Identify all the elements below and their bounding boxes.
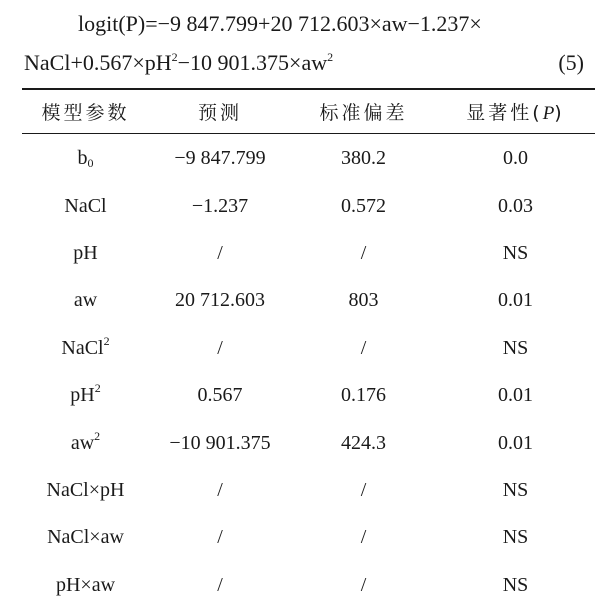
cell-sd: 380.2 — [341, 147, 386, 170]
equation-part-2a: NaCl+0.567×pH — [24, 50, 172, 75]
header-significance: 显著性(P) — [466, 102, 565, 124]
cell-sd: 424.3 — [341, 431, 386, 454]
equation-line-1 — [78, 13, 482, 35]
cell-param: pH — [73, 241, 98, 264]
table-row — [22, 419, 595, 466]
cell-sd: 0.176 — [341, 384, 386, 407]
table-row — [22, 467, 595, 514]
cell-param: $pH^2$ — [70, 381, 101, 407]
cell-significance: NS — [502, 241, 529, 264]
cell-significance: NS — [502, 526, 529, 549]
cell-predict: / — [217, 478, 223, 501]
table-row — [22, 182, 595, 229]
cell-sd: / — [360, 478, 367, 501]
equation-part-2b: −10 901.375×aw — [177, 50, 328, 75]
cell-param: pH×aw — [55, 573, 116, 596]
cell-sd: 0.572 — [341, 194, 386, 217]
equation-number: (5) — [558, 50, 584, 75]
cell-significance: NS — [502, 478, 529, 501]
cell-predict: −9 847.799 — [174, 147, 266, 170]
cell-param: $aw^2$ — [70, 428, 101, 454]
table-row — [22, 277, 595, 324]
cell-significance: NS — [502, 573, 529, 596]
cell-predict: −1.237 — [191, 194, 249, 217]
cell-param: aw — [73, 289, 98, 312]
equation-line-2 — [24, 52, 333, 74]
cell-significance: 0.01 — [498, 431, 533, 454]
cell-predict: / — [217, 526, 223, 549]
equation-logit: logit — [78, 11, 119, 36]
equation-sup-2a: 2 — [171, 50, 178, 64]
cell-sd: / — [360, 241, 367, 264]
equation-part-1: =−9 847.799+20 712.603×aw−1.237× — [145, 11, 482, 36]
cell-sd: 803 — [348, 289, 379, 312]
cell-significance: 0.01 — [498, 289, 533, 312]
cell-param: NaCl×pH — [46, 478, 125, 501]
table-row — [22, 325, 595, 372]
cell-param: NaCl$^2$ — [61, 333, 110, 359]
cell-param: NaCl×aw — [47, 526, 124, 549]
cell-significance: 0.0 — [503, 147, 528, 170]
header-param: 模型参数 — [41, 102, 130, 124]
cell-significance: 0.01 — [498, 384, 533, 407]
equation-paren: (P) — [118, 11, 146, 36]
cell-predict: −10 901.375 — [169, 431, 271, 454]
cell-predict: / — [217, 241, 223, 264]
cell-param: $b_0$ — [77, 147, 94, 171]
cell-predict: 0.567 — [197, 384, 243, 407]
table-header-row — [22, 90, 595, 133]
cell-param: NaCl — [64, 194, 107, 217]
cell-sd: / — [360, 573, 367, 596]
cell-sd: / — [360, 526, 367, 549]
equation-sup-2b: 2 — [327, 50, 334, 64]
cell-significance: 0.03 — [498, 194, 533, 217]
cell-sd: / — [360, 336, 367, 359]
table-row — [22, 372, 595, 419]
table-body — [22, 133, 595, 609]
table-row — [22, 230, 595, 277]
cell-predict: / — [217, 336, 223, 359]
header-sd: 标准偏差 — [319, 102, 408, 124]
table-row — [22, 514, 595, 561]
table-row — [22, 133, 595, 182]
cell-significance: NS — [502, 336, 529, 359]
parameter-table — [22, 90, 595, 609]
header-predict: 预测 — [197, 102, 242, 124]
cell-predict: / — [217, 573, 223, 596]
cell-predict: 20 712.603 — [175, 289, 265, 312]
table-row — [22, 562, 595, 609]
